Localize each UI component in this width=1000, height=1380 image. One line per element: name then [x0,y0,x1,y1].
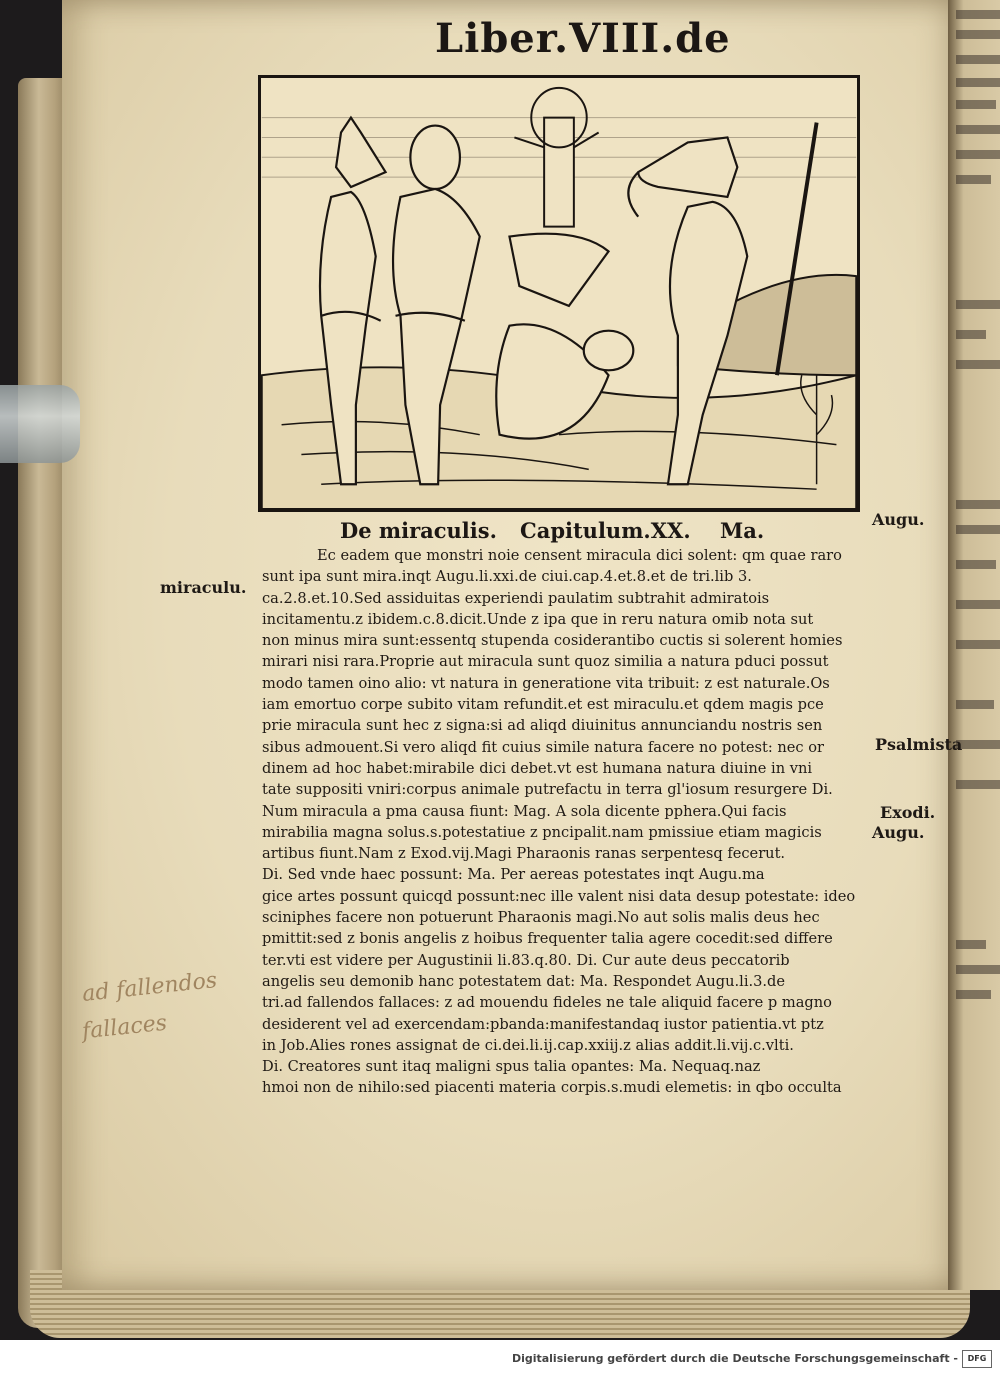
handwritten-note-line1: ad fallendos [81,967,219,1008]
dfg-logo: DFG [962,1350,992,1368]
body-line: Ec eadem que monstri noie censent miracula dici solent: qm quae raro [317,547,842,564]
facing-page-edge [948,0,1000,1290]
page-clip [0,385,80,463]
page-header-title: Liber.VIII.de [435,15,731,62]
body-line: desiderent vel ad exercendam:pbanda:manifestandaq iustor patientia.vt ptz [262,1015,824,1033]
body-line: Di. Creatores sunt itaq maligni spus talia opantes: Ma. Nequaq.naz [262,1058,761,1076]
footer-bar [0,1340,1000,1380]
body-line: incitamentu.z ibidem.c.8.dicit.Unde z ipa que in reru natura omib nota sut [262,610,814,628]
body-line: in Job.Alies rones assignat de ci.dei.li.ij.cap.xxiij.z alias addit.li.vij.c.vlti. [262,1036,794,1054]
body-line: sunt ipa sunt mira.inqt Augu.li.xxi.de ciui.cap.4.et.8.et de tri.lib 3. [262,568,752,586]
body-line: ter.vti est videre per Augustinii li.83.q.80. Di. Cur aute deus peccatorib [262,951,790,969]
handwritten-note-line2: fallaces [80,1010,169,1045]
body-line: modo tamen oino alio: vt natura in generatione vita tribuit: z est naturale.Os [262,674,830,692]
chapter-title: De miraculis. [340,518,497,543]
chapter-heading [340,518,810,548]
chapter-number: Capitulum.XX. [520,518,691,543]
body-line: mirabilia magna solus.s.potestatiue z pncipalit.nam pmissiue etiam magicis [262,823,822,841]
margin-note-exodi: Exodi. [880,803,936,822]
body-line: sciniphes facere non potuerunt Pharaonis magi.No aut solis malis deus hec [262,909,820,927]
margin-note-psalmista: Psalmista [875,735,963,754]
footer-credit: Digitalisierung gefördert durch die Deutsche Forschungsgemeinschaft - [511,1352,958,1365]
body-line: gice artes possunt quicqd possunt:nec ille valent nisi data desup potestate: ideo [262,887,856,905]
body-line: non minus mira sunt:essentq stupenda cosiderantibo cuctis si solerent homies [262,632,843,650]
margin-note-miraculu: miraculu. [160,578,247,597]
margin-note-augu-top: Augu. [872,510,925,529]
body-line: prie miracula sunt hec z signa:si ad aliqd diuinitus annunciandu nostris sen [262,717,823,735]
body-line: iam emortuo corpe subito vitam refundit.et est miraculu.et qdem magis pce [262,696,824,714]
body-line: Num miracula a pma causa fiunt: Mag. A sola dicente pphera.Qui facis [262,802,787,820]
body-line: tate suppositi vniri:corpus animale putrefactu in terra gl'iosum resurgere Di. [262,781,833,799]
body-line: sibus admouent.Si vero aliqd fit cuius simile natura facere no potest: nec or [262,738,825,756]
body-line: pmittit:sed z bonis angelis z hoibus frequenter talia agere cocedit:sed differe [262,930,833,948]
body-text [262,545,872,1099]
body-line: tri.ad fallendos fallaces: z ad mouendu fideles ne tale aliquid facere p magno [262,994,832,1012]
body-line: Di. Sed vnde haec possunt: Ma. Per aereas potestates inqt Augu.ma [262,866,765,884]
body-line: hmoi non de nihilo:sed piacenti materia corpis.s.mudi elemetis: in qbo occulta [262,1079,842,1097]
body-line: angelis seu demonib hanc potestatem dat: Ma. Respondet Augu.li.3.de [262,972,786,990]
body-line: artibus fiunt.Nam z Exod.vij.Magi Pharaonis ranas serpentesq fecerut. [262,845,786,863]
chapter-speaker: Ma. [720,518,765,543]
body-line: mirari nisi rara.Proprie aut miracula sunt quoz similia a natura pduci possut [262,653,829,671]
woodcut-illustration [258,75,860,512]
body-line: ca.2.8.et.10.Sed assiduitas experiendi paulatim subtrahit admiratois [262,589,770,607]
body-line: dinem ad hoc habet:mirabile dici debet.vt est humana natura diuine in vni [262,759,813,777]
margin-note-augu-bottom: Augu. [872,823,925,842]
